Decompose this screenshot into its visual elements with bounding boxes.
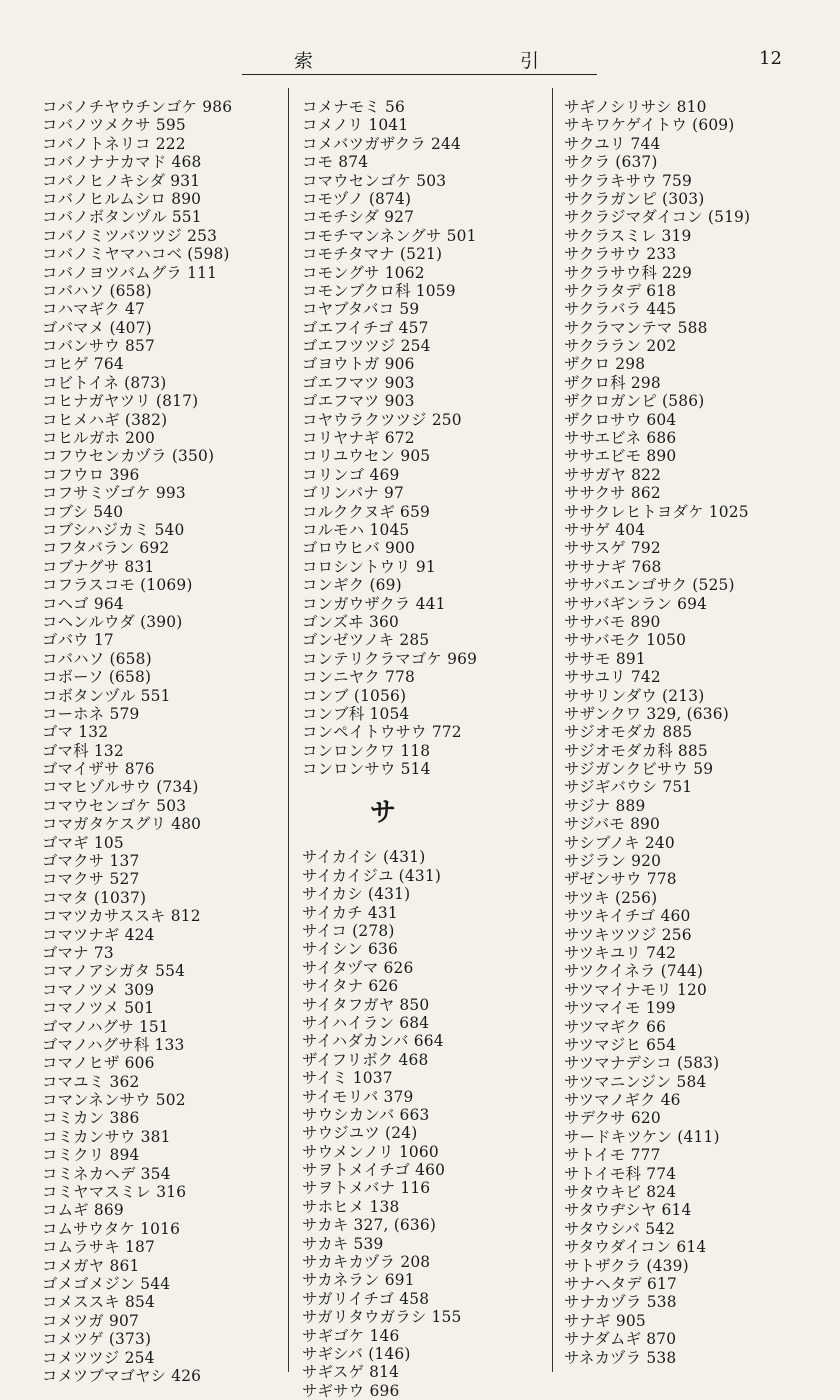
index-entry: ゴロウヒバ 900 [302, 539, 416, 558]
index-entry: コバノミヤマハコベ (598) [42, 245, 230, 264]
index-entry: サタウシバ 542 [564, 1219, 676, 1238]
index-entry: サギサウ 696 [302, 1381, 400, 1400]
index-entry: コバノチヤウチンゴケ 986 [42, 98, 233, 116]
index-entry: サナギ 905 [564, 1311, 646, 1330]
index-entry: コマツカサススキ 812 [42, 907, 201, 926]
index-entry: コボタンヅル 551 [42, 686, 171, 705]
index-entry: コミカンサウ 381 [42, 1127, 171, 1146]
index-entry: ササバエンゴサク (525) [564, 576, 735, 595]
index-entry: コメツツジ 254 [42, 1348, 155, 1367]
index-entry: ゴマノハグサ科 133 [42, 1035, 185, 1054]
index-entry: コンテリクラマゴケ 969 [302, 649, 478, 668]
index-entry: コバノミツバツツジ 253 [42, 226, 218, 245]
index-entry: サイシン 636 [302, 940, 398, 959]
index-entry: サヲトメイチゴ 460 [302, 1161, 446, 1180]
index-entry: ササエビネ 686 [564, 429, 677, 448]
index-entry: サナヘタデ 617 [564, 1275, 678, 1293]
index-entry: コリンゴ 469 [302, 465, 400, 484]
index-entry: コマノツメ 501 [42, 999, 155, 1018]
index-entry: サツマジヒ 654 [564, 1035, 677, 1054]
index-entry: サジオモダカ科 885 [564, 741, 708, 760]
index-entry: サイタナ 626 [302, 977, 399, 996]
index-entry: サジバモ 890 [564, 815, 661, 834]
index-entry: コバノボタンヅル 551 [42, 208, 202, 227]
index-entry: コバハソ (658) [42, 281, 152, 300]
index-entry: サクラスミレ 319 [564, 226, 692, 245]
index-entry: ゴマナ 73 [42, 943, 114, 962]
index-entry: サクラジマダイコン (519) [564, 208, 751, 227]
index-entry: ササスゲ 792 [564, 539, 661, 558]
index-entry: コムサウタケ 1016 [42, 1219, 181, 1238]
index-entry: ザクロガンピ (586) [564, 392, 705, 411]
index-entry: サイカチ 431 [302, 903, 398, 922]
index-entry: サイカイジユ (431) [302, 866, 442, 885]
index-entry: コメススキ 854 [42, 1293, 156, 1312]
index-entry: サツマイナモリ 120 [564, 980, 707, 999]
index-entry: サデクサ 620 [564, 1109, 661, 1128]
index-entry: ササモ 891 [564, 649, 646, 668]
index-entry: サギシバ (146) [302, 1345, 411, 1363]
index-entry: コルククヌギ 659 [302, 502, 430, 521]
index-entry: コメツゲ (373) [42, 1330, 152, 1349]
index-entry: コブシ 540 [42, 502, 124, 521]
index-entry: サツマナデシコ (583) [564, 1054, 720, 1073]
index-entry: ゴマクサ 137 [42, 852, 140, 871]
index-entry: ゴメゴメジン 544 [42, 1275, 171, 1293]
index-entry: サクラマンテマ 588 [564, 318, 708, 337]
index-entry: サタウダイコン 614 [564, 1238, 707, 1257]
index-entry: ゴエフマツ 903 [302, 392, 415, 411]
index-entry: コメツガ 907 [42, 1311, 139, 1330]
index-entry: コムラサキ 187 [42, 1238, 156, 1257]
index-entry: コブシハジカミ 540 [42, 520, 185, 539]
index-entry: コモンブクロ科 1059 [302, 281, 456, 300]
index-entry: サジガンクビサウ 59 [564, 760, 714, 779]
index-entry: コハマギク 47 [42, 300, 146, 319]
index-entry: サイハダカンバ 664 [302, 1032, 444, 1051]
index-entry: コマノアシガタ 554 [42, 962, 186, 981]
index-entry: コバノヒノキシダ 931 [42, 171, 201, 190]
index-entry: サカキ 539 [302, 1234, 384, 1253]
index-entry: コヒナガヤツリ (817) [42, 392, 199, 411]
index-entry: コーホネ 579 [42, 704, 140, 723]
index-entry: ゴバウ 17 [42, 631, 114, 650]
index-entry: コヤウラクツツジ 250 [302, 410, 462, 429]
index-entry: サイタフガヤ 850 [302, 995, 430, 1014]
index-entry: サイカシ (431) [302, 885, 411, 904]
index-entry: コモヅノ (874) [302, 189, 412, 208]
index-entry: ゴバマメ (407) [42, 318, 152, 337]
index-entry: コマガタケスグリ 480 [42, 815, 202, 834]
index-entry: ササナギ 768 [564, 557, 662, 576]
index-entry: ササガヤ 822 [564, 465, 662, 484]
column-divider [552, 88, 553, 1372]
index-entry: ゴマノハグサ 151 [42, 1017, 169, 1036]
index-entry: コマタ (1037) [42, 888, 147, 907]
index-entry: コモングサ 1062 [302, 263, 425, 282]
index-entry: ゴンズヰ 360 [302, 612, 399, 631]
index-entry: サウメンノリ 1060 [302, 1142, 439, 1161]
index-entry: コモチシダ 927 [302, 208, 415, 227]
index-entry: ササエビモ 890 [564, 447, 677, 466]
index-entry: サガリイチゴ 458 [302, 1289, 430, 1308]
index-entry: サイモリバ 379 [302, 1087, 414, 1106]
index-entry: ササクレヒトヨダケ 1025 [564, 502, 749, 521]
index-entry: コメナモミ 56 [302, 98, 406, 116]
index-entry: サザンクワ 329, (636) [564, 704, 729, 723]
index-entry: サジナ 889 [564, 796, 646, 815]
index-entry: コバノナナカマド 468 [42, 153, 202, 172]
index-entry: サギゴケ 146 [302, 1326, 400, 1345]
index-entry: コンペイトウサウ 772 [302, 723, 462, 742]
index-entry: ササゲ 404 [564, 520, 646, 539]
index-entry: コバハソ (658) [42, 649, 152, 668]
index-entry: サクユリ 744 [564, 134, 661, 153]
index-entry: ゴリンバナ 97 [302, 484, 404, 503]
index-entry: コヒゲ 764 [42, 355, 124, 374]
index-entry: サジギバウシ 751 [564, 778, 693, 797]
index-entry: サギノシリサシ 810 [564, 98, 707, 116]
index-entry: サツキ (256) [564, 888, 658, 907]
index-entry: コバノヒルムシロ 890 [42, 189, 202, 208]
index-entry: コミクリ 894 [42, 1146, 140, 1165]
index-entry: コヘンルウダ (390) [42, 612, 183, 631]
index-entry: ササユリ 742 [564, 668, 661, 687]
index-entry: コンブ (1056) [302, 686, 407, 705]
index-entry: サイコ (278) [302, 922, 395, 941]
index-entry: コフサミヅゴケ 993 [42, 484, 186, 503]
index-entry: コルモハ 1045 [302, 520, 410, 539]
index-entry: コヒメハギ (382) [42, 410, 168, 429]
index-entry: コフタバラン 692 [42, 539, 170, 558]
index-entry: サイタヅマ 626 [302, 958, 414, 977]
index-entry: サナカヅラ 538 [564, 1293, 677, 1312]
index-entry: コメノリ 1041 [302, 116, 409, 135]
index-entry: ゴエフマツ 903 [302, 373, 415, 392]
index-entry: コンブ科 1054 [302, 704, 410, 723]
index-entry: サクラガンピ (303) [564, 189, 705, 208]
index-entry: コムギ 869 [42, 1201, 124, 1220]
index-entry: コメツブマゴヤシ 426 [42, 1366, 202, 1385]
index-entry: コヤブタバコ 59 [302, 300, 420, 319]
index-entry: ササリンダウ (213) [564, 686, 705, 705]
index-entry: サツマノギク 46 [564, 1091, 681, 1110]
header-title-right: 引 [520, 50, 540, 72]
index-entry: コンギク (69) [302, 576, 402, 595]
index-entry: ザイフリボク 468 [302, 1050, 429, 1069]
index-entry: サイミ 1037 [302, 1069, 393, 1088]
index-entry: サクラサウ 233 [564, 245, 677, 264]
index-entry: コミカン 386 [42, 1109, 140, 1128]
index-entry: ゴンゼツノキ 285 [302, 631, 430, 650]
index-entry: サツキツツジ 256 [564, 925, 692, 944]
section-heading: サ [370, 798, 397, 829]
index-entry: サカネラン 691 [302, 1271, 415, 1290]
index-entry: コバノツメクサ 595 [42, 116, 186, 135]
index-entry: コンロンサウ 514 [302, 760, 431, 779]
index-entry: ゴマ 132 [42, 723, 109, 742]
index-entry: サツキイチゴ 460 [564, 907, 691, 926]
index-entry: コミヤマスミレ 316 [42, 1183, 187, 1202]
index-entry: サタウヂシヤ 614 [564, 1201, 692, 1220]
index-entry: サジオモダカ 885 [564, 723, 693, 742]
index-entry: コフウセンカヅラ (350) [42, 447, 215, 466]
index-entry: サウシカンバ 663 [302, 1105, 430, 1124]
index-entry: コミネカヘデ 354 [42, 1164, 171, 1183]
index-entry: コマツナギ 424 [42, 925, 155, 944]
index-entry: コロシントウリ 91 [302, 557, 436, 576]
index-entry: サカキカヅラ 208 [302, 1253, 431, 1272]
index-entry: サツマイモ 199 [564, 999, 676, 1018]
index-entry: コマノヒザ 606 [42, 1054, 155, 1073]
index-entry: ゴマ科 132 [42, 741, 124, 760]
index-entry: コバノトネリコ 222 [42, 134, 186, 153]
index-entry: コマノツメ 309 [42, 980, 155, 999]
index-entry: サツマニンジン 584 [564, 1072, 707, 1091]
index-entry: コマウセンゴケ 503 [42, 796, 187, 815]
index-entry: コフウロ 396 [42, 465, 140, 484]
index-entry: ゴヨウトガ 906 [302, 355, 415, 374]
index-entry: サナダムギ 870 [564, 1330, 677, 1349]
index-entry: サクララン 202 [564, 337, 677, 356]
index-entry: コマウセンゴケ 503 [302, 171, 447, 190]
index-entry: サクラ (637) [564, 153, 658, 172]
index-entry: コメガヤ 861 [42, 1256, 140, 1275]
index-entry: サタウキビ 824 [564, 1183, 677, 1202]
index-entry: サクラキサウ 759 [564, 171, 692, 190]
index-entry: サクラタデ 618 [564, 281, 677, 300]
index-entry: コマンネンサウ 502 [42, 1091, 186, 1110]
index-entry: コリユウセン 905 [302, 447, 431, 466]
index-entry: コモ 874 [302, 153, 369, 172]
index-entry: サギスゲ 814 [302, 1363, 400, 1382]
index-entry: サクラバラ 445 [564, 300, 677, 319]
index-entry: ササバギンラン 694 [564, 594, 708, 613]
index-entry: コボーソ (658) [42, 668, 152, 687]
index-entry: コマユミ 362 [42, 1072, 140, 1091]
index-entry: サジラン 920 [564, 852, 662, 871]
index-entry: コヘゴ 964 [42, 594, 124, 613]
index-entry: コリヤナギ 672 [302, 429, 415, 448]
index-entry: サトイモ 777 [564, 1146, 661, 1165]
index-entry: コマヒゾルサウ (734) [42, 778, 199, 797]
index-column-1 [42, 98, 278, 1385]
index-entry: サガリタウガラシ 155 [302, 1308, 462, 1327]
index-entry: ゴマイザサ 876 [42, 760, 155, 779]
index-entry: サツクイネラ (744) [564, 962, 704, 981]
index-entry: コンロンクワ 118 [302, 741, 431, 760]
page-header [0, 38, 840, 78]
column-divider [288, 88, 289, 1372]
index-entry: ササバモク 1050 [564, 631, 687, 650]
index-entry: サカキ 327, (636) [302, 1216, 437, 1235]
index-entry: ザクロサウ 604 [564, 410, 677, 429]
header-title-left: 索 [294, 50, 314, 72]
index-entry: サトザクラ (439) [564, 1256, 689, 1275]
header-rule [242, 74, 597, 75]
index-entry: コンガウザクラ 441 [302, 594, 446, 613]
index-entry: コビトイネ (873) [42, 373, 167, 392]
index-entry: サキワケゲイトウ (609) [564, 116, 735, 135]
index-entry: コンニヤク 778 [302, 668, 416, 687]
index-entry: ザクロ科 298 [564, 373, 661, 392]
index-entry: サウジユツ (24) [302, 1124, 418, 1143]
index-entry: コブナグサ 831 [42, 557, 155, 576]
index-column-2 [302, 98, 550, 1400]
page-number: 12 [759, 48, 782, 69]
index-entry: サードキツケン (411) [564, 1127, 720, 1146]
index-entry: サホヒメ 138 [302, 1197, 400, 1216]
index-column-3 [564, 98, 830, 1367]
index-entry: コモチタマナ (521) [302, 245, 443, 264]
index-entry: コメバツガザクラ 244 [302, 134, 462, 153]
index-entry: コフラスコモ (1069) [42, 576, 193, 595]
index-entry: サクラサウ科 229 [564, 263, 692, 282]
index-entry: コヒルガホ 200 [42, 429, 156, 448]
index-entry: ササバモ 890 [564, 612, 661, 631]
index-entry: サトイモ科 774 [564, 1164, 677, 1183]
index-entry: ゴエフツツジ 254 [302, 337, 431, 356]
index-entry: サイカイシ (431) [302, 848, 426, 867]
index-entry: コモチマンネングサ 501 [302, 226, 477, 245]
index-entry: ゴマギ 105 [42, 833, 124, 852]
index-entry: コマクサ 527 [42, 870, 140, 889]
index-entry: サシブノキ 240 [564, 833, 675, 852]
index-entry: コバンサウ 857 [42, 337, 156, 356]
index-entry: サヲトメバナ 116 [302, 1179, 431, 1198]
index-entry: コバノヨツバムグラ 111 [42, 263, 218, 282]
index-entry: サツマギク 66 [564, 1017, 667, 1036]
index-entry: ザゼンサウ 778 [564, 870, 677, 889]
index-entry: サネカヅラ 538 [564, 1348, 677, 1367]
index-entry: ゴエフイチゴ 457 [302, 318, 429, 337]
index-entry: ザクロ 298 [564, 355, 646, 374]
index-entry: サツキユリ 742 [564, 943, 677, 962]
index-entry: ササクサ 862 [564, 484, 661, 503]
index-entry: サイハイラン 684 [302, 1013, 430, 1032]
